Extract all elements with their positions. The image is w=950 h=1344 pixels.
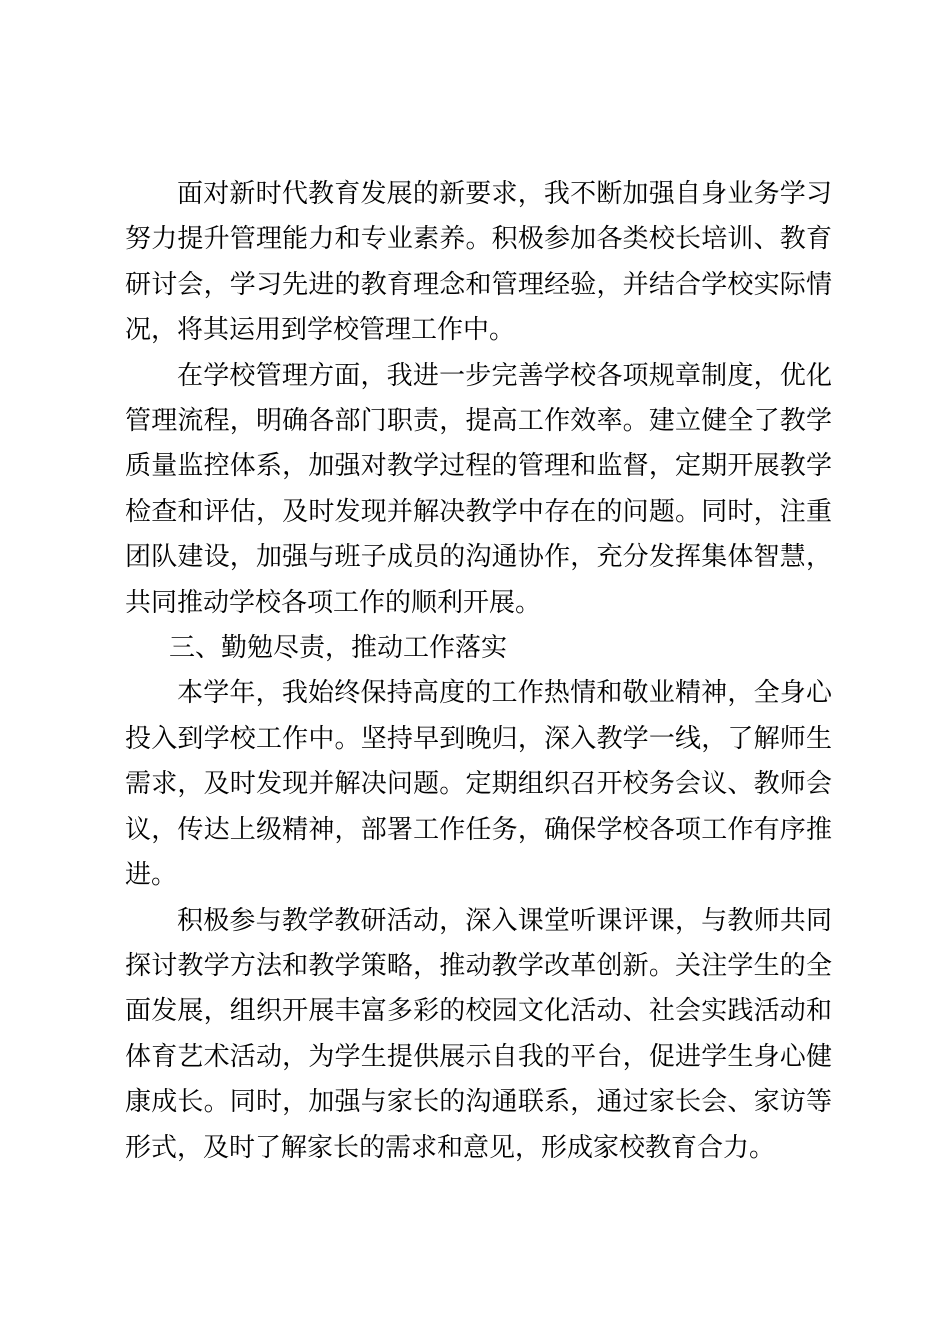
section-heading: 三、勤勉尽责，推动工作落实 (169, 633, 508, 664)
paragraph-school-management: 在学校管理方面，我进一步完善学校各项规章制度，优化管理流程，明确各部门职责，提高工作效率。建立健全了教学质量监控体系，加强对教学过程的管理和监督，定期开展教学检查和评估，及时发现并解决教学中存在的问题。同时，注重团队建设，加强与班子成员的沟通协作，充分发挥集体智慧，共同推动学校各项工作的顺利开展。 (125, 360, 832, 618)
paragraph-teaching-research: 积极参与教学教研活动，深入课堂听课评课，与教师共同探讨教学方法和教学策略，推动教学改革创新。关注学生的全面发展，组织开展丰富多彩的校园文化活动、社会实践活动和体育艺术活动，为学生提供展示自我的平台，促进学生身心健康成长。同时，加强与家长的沟通联系，通过家长会、家访等形式，及时了解家长的需求和意见，形成家校教育合力。 (125, 905, 832, 1163)
paragraph-work-dedication: 本学年，我始终保持高度的工作热情和敬业精神，全身心投入到学校工作中。坚持早到晚归，深入教学一线，了解师生需求，及时发现并解决问题。定期组织召开校务会议、教师会议，传达上级精神，部署工作任务，确保学校各项工作有序推进。 (125, 678, 832, 891)
document-body (125, 172, 832, 1171)
paragraph-self-study: 面对新时代教育发展的新要求，我不断加强自身业务学习努力提升管理能力和专业素养。积极参加各类校长培训、教育研讨会，学习先进的教育理念和管理经验，并结合学校实际情况，将其运用到学校管理工作中。 (125, 179, 832, 346)
